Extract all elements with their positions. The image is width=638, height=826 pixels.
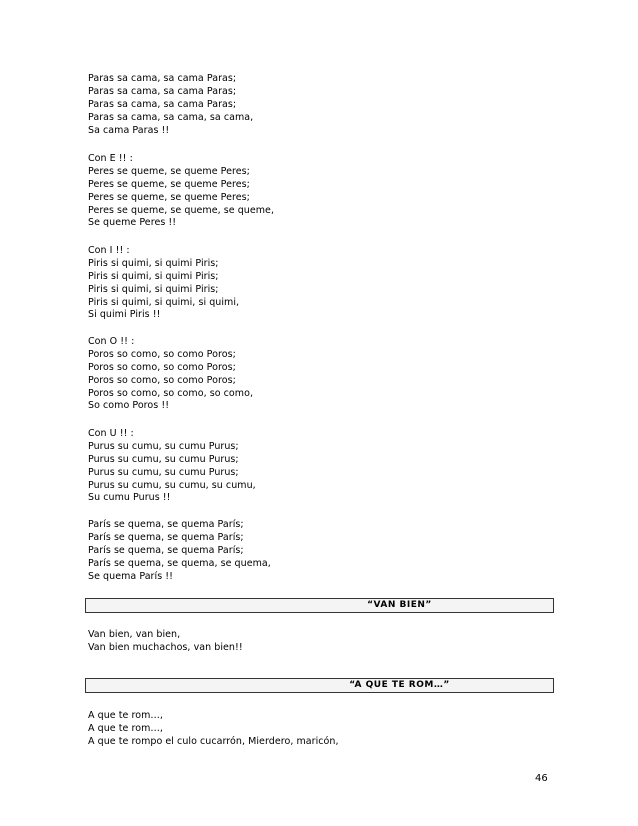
stanza-peres: [88, 153, 558, 230]
verse-line: A que te rom…,: [88, 722, 164, 734]
verse-line: Con U !! :: [88, 428, 134, 439]
verse-line: So como Poros !!: [88, 400, 170, 412]
page-number: 46: [535, 773, 548, 784]
section-title-box: [85, 598, 554, 613]
verse-line: Piris si quimi, si quimi Piris;: [88, 257, 219, 269]
verse-line: A que te rompo el culo cucarrón, Mierdero, maricón,: [88, 735, 339, 747]
verse-line: Peres se queme, se queme, se queme,: [88, 204, 275, 216]
section-title: “A QUE TE ROM…”: [349, 680, 450, 690]
verse-line: Sa cama Paras !!: [88, 124, 170, 136]
verse-line: Purus su cumu, su cumu Purus;: [88, 440, 239, 452]
verse-line: Piris si quimi, si quimi Piris;: [88, 283, 219, 295]
stanza-poros: [88, 336, 558, 413]
verse-line: Peres se queme, se queme Peres;: [88, 191, 250, 203]
verse-line: Piris si quimi, si quimi, si quimi,: [88, 296, 240, 308]
verse-line: Poros so como, so como Poros;: [88, 374, 236, 386]
verse-line: París se quema, se quema París;: [88, 544, 244, 556]
verse-line: Poros so como, so como Poros;: [88, 348, 236, 360]
section-van-bien-lines: [88, 629, 558, 655]
verse-line: Poros so como, so como, so como,: [88, 387, 254, 399]
verse-line: Purus su cumu, su cumu Purus;: [88, 466, 239, 478]
verse-line: París se quema, se quema París;: [88, 531, 244, 543]
verse-line: Paras sa cama, sa cama Paras;: [88, 98, 237, 110]
verse-line: Se queme Peres !!: [88, 217, 177, 229]
verse-line: Con I !! :: [88, 245, 130, 256]
verse-line: Con E !! :: [88, 153, 133, 164]
verse-line: Paras sa cama, sa cama, sa cama,: [88, 111, 254, 123]
verse-line: Purus su cumu, su cumu Purus;: [88, 453, 239, 465]
verse-line: Van bien muchachos, van bien!!: [88, 641, 243, 653]
verse-line: Su cumu Purus !!: [88, 492, 171, 504]
stanza-paris: [88, 519, 558, 583]
verse-line: Con O !! :: [88, 336, 135, 347]
verse-line: Peres se queme, se queme Peres;: [88, 178, 250, 190]
section-a-que-te-rom-lines: [88, 710, 558, 749]
section-title: “VAN BIEN”: [367, 600, 432, 610]
verse-line: Si quimi Piris !!: [88, 309, 161, 321]
section-title-box: [85, 678, 554, 693]
verse-line: Poros so como, so como Poros;: [88, 361, 236, 373]
verse-line: A que te rom…,: [88, 710, 164, 721]
stanza-purus: [88, 428, 558, 505]
stanza-paras: [88, 73, 558, 137]
verse-line: Purus su cumu, su cumu, su cumu,: [88, 479, 256, 491]
verse-line: París se quema, se quema, se quema,: [88, 557, 271, 569]
verse-line: Se quema París !!: [88, 570, 173, 582]
verse-line: Piris si quimi, si quimi Piris;: [88, 270, 219, 282]
stanza-piris: [88, 245, 558, 322]
verse-line: Van bien, van bien,: [88, 629, 181, 640]
verse-line: Peres se queme, se queme Peres;: [88, 165, 250, 177]
verse-line: Paras sa cama, sa cama Paras;: [88, 73, 237, 84]
verse-line: París se quema, se quema París;: [88, 519, 244, 530]
verse-line: Paras sa cama, sa cama Paras;: [88, 85, 237, 97]
